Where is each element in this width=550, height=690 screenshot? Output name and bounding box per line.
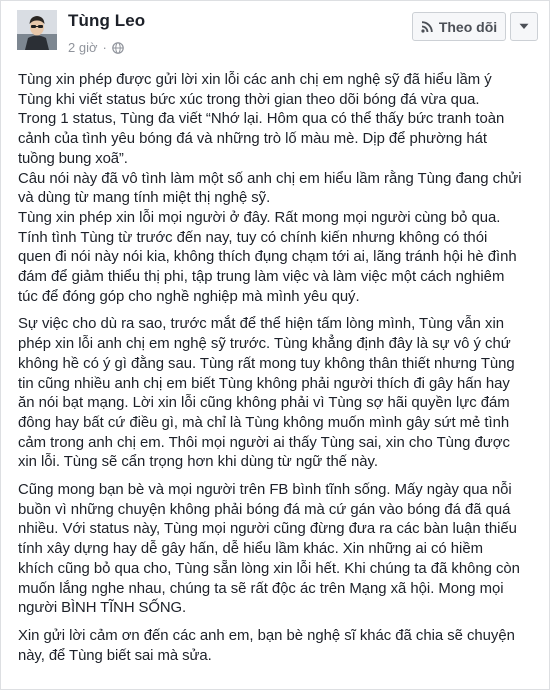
post-text-line: quen đi nói này nói kia, không thích đụng chạm tới ai, lãng tránh hội hè đình [18,249,517,266]
more-options-button[interactable] [510,12,538,41]
post-text-line: xin lỗi. Tùng sẽ cẩn trọng hơn khi dùng từ ngữ thế này. [18,454,378,471]
post-text-line: khích cũng bỏ qua cho, Tùng sẵn lòng xin lỗi hết. Khi chúng ta đã không còn [18,560,520,577]
post-text-line: Cũng mong bạn bè và mọi người trên FB bình tĩnh sống. Mấy ngày qua nỗi [18,482,512,499]
globe-icon[interactable] [112,42,124,54]
post-text-line: phép xin lỗi anh chị em nghệ sỹ trước. Tùng khẳng định đây là sự vô ý chứ [18,336,511,353]
follow-label: Theo dõi [438,18,498,35]
post-text-line: tin cũng nhiều anh chị em biết Tùng không phải người thích đi gây hấn hay [18,375,510,392]
post-header [1,1,550,63]
post-text-line: Tùng khi viết status bức xúc trong thời gian theo dõi bóng đá vừa qua. [18,91,480,108]
post-text-line: tuồng bung xoã”. [18,150,128,167]
post-text-line: Tùng xin phép xin lỗi mọi người ở đây. Rất mong mọi người cùng bỏ qua. [18,209,501,226]
post-text-line: này, để Tùng biết sai mà sửa. [18,647,212,664]
post-paragraph [18,627,538,666]
post-paragraph [18,481,538,619]
post-text-line: đông hay bất cứ điều gì, mà chỉ là Tùng không muốn mình gây sứt mẻ tình [18,414,510,431]
post-text-line: Câu nói này đã vô tình làm một số anh chị em hiểu lầm rằng Tùng đang chửi [18,170,522,187]
post-text-line: Tính tình Tùng từ trước đến nay, tuy có chính kiến nhưng không có thói [18,229,488,246]
chevron-down-icon [519,23,529,30]
post-time[interactable]: 2 giờ [68,40,98,55]
post-text-line: người BÌNH TĨNH SỐNG. [18,600,187,617]
post-text-line: Sự việc cho dù ra sao, trước mắt để thể hiện tấm lòng mình, Tùng vẫn xin [18,316,504,333]
avatar-image [17,10,57,50]
post-text-line: không hề có ý gì đằng sau. Tùng rất mong tuy không thân thiết nhưng Tùng [18,355,515,372]
author-name[interactable]: Tùng Leo [68,11,146,30]
avatar[interactable] [17,10,57,50]
post-text-line: cảnh của tình yêu bóng đá và những trò lố màu mè. Dịp để phường hát [18,131,487,148]
follow-button[interactable] [412,12,506,41]
post-paragraph [18,71,538,307]
post-text-line: Tùng xin phép được gửi lời xin lỗi các anh chị em nghệ sỹ đã hiểu lầm ý [18,72,492,88]
post-text-line: đám để giảm thiểu thị phi, tập trung làm việc và làm việc một cách nghiêm [18,269,505,286]
post-text-line: túc để đóng góp cho nghề nghiệp mà mình yêu quý. [18,288,360,305]
post-text-line: buồn vì những chuyện không phải bóng đá mà cứ gán vào bóng đá đã quá [18,501,511,518]
post-text-line: muốn lắng nghe nhau, chúng ta sẽ rất độc ác trên Mạng xã hội. Mong mọi [18,580,504,597]
post-text-line: Trong 1 status, Tùng đa viết “Nhớ lại. Hôm qua có thể thấy bức tranh toàn [18,111,505,128]
post-paragraph [18,315,538,473]
post-text-line: cảm trong anh chị em. Thôi mọi người ai thấy Tùng sai, xin cho Tùng được [18,434,510,451]
meta-separator: · [102,40,107,55]
post-meta [68,40,124,55]
post-text-line: nhiều. Với status này, Tùng mọi người cũng đừng đưa ra các bàn luận thiếu [18,521,517,538]
rss-icon [421,21,433,33]
post-text-line: ăn nói bạt mạng. Lời xin lỗi cũng không phải vì Tùng sợ hãi quyền lực đám [18,395,510,412]
post-text-line: Xin gửi lời cảm ơn đến các anh em, bạn bè nghệ sĩ khác đã chia sẽ chuyện [18,627,515,644]
post-text-line: tính xây dựng hay dễ gây hấn, dễ hiểu lầm khác. Xin những ai có hiềm [18,541,483,558]
post-text-line: và dùng từ mang tính miệt thị nghệ sỹ. [18,190,271,207]
post-content [18,71,538,666]
